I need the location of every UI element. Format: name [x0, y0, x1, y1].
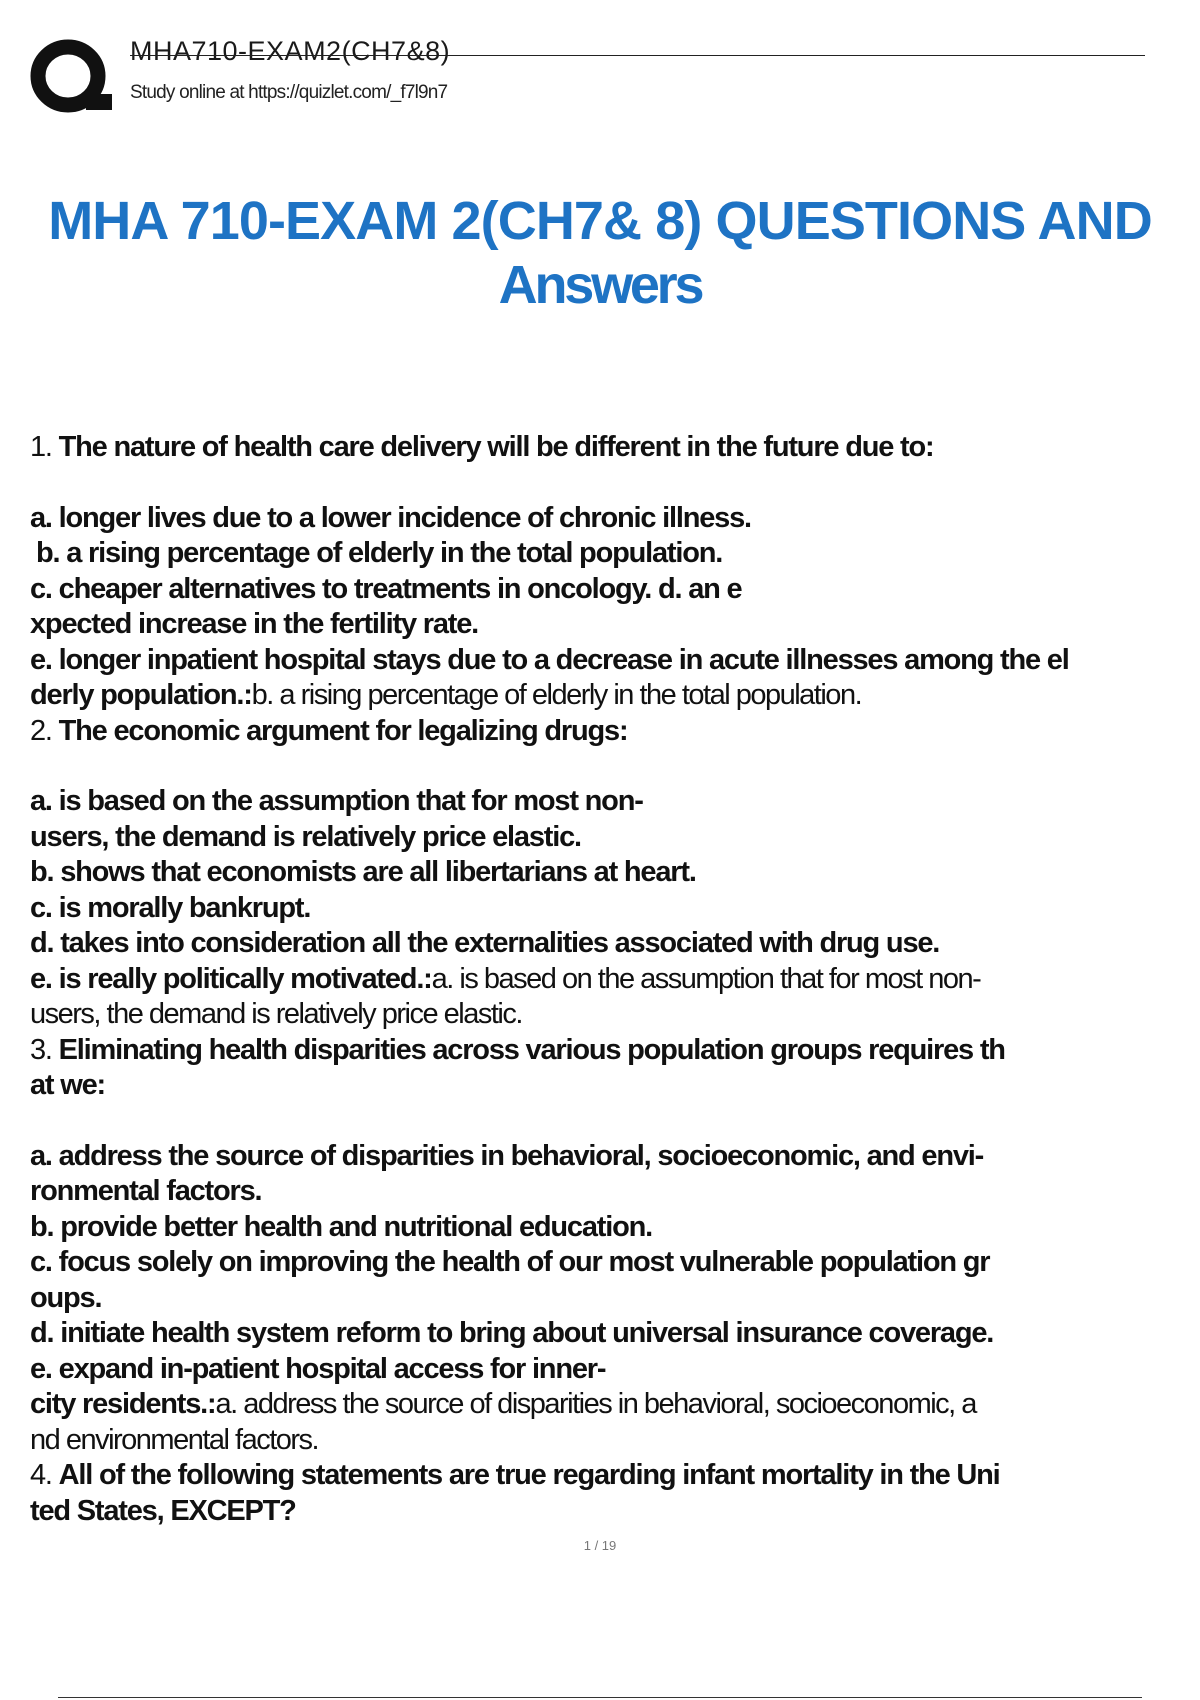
- option-line: b. shows that economists are all libertarians at heart.: [30, 856, 696, 888]
- question-1: [30, 430, 1180, 714]
- answer-text: a. is based on the assumption that for most non-: [431, 962, 981, 995]
- option-line: e. expand in-patient hospital access for inner-: [30, 1352, 606, 1385]
- spacer: [30, 1104, 1180, 1139]
- document-title-line2: Answers: [498, 254, 702, 315]
- question-prompt: 1. The nature of health care delivery will be different in the future due to:: [30, 431, 934, 463]
- option-line: a. longer lives due to a lower incidence of chronic illness.: [30, 501, 751, 534]
- answer-text: a. address the source of disparities in behavioral, socioeconomic, a: [215, 1388, 976, 1420]
- spacer: [30, 749, 1180, 784]
- option-line: derly population.:b. a rising percentage of elderly in the total population.: [30, 679, 862, 711]
- option-line: e. is really politically motivated.:a. is based on the assumption that for most non-: [30, 962, 981, 995]
- option-line: e. longer inpatient hospital stays due to a decrease in acute illnesses among the el: [30, 643, 1069, 676]
- question-prompt: 2. The economic argument for legalizing drugs:: [30, 714, 628, 747]
- question-prompt: 4. All of the following statements are true regarding infant mortality in the Uni: [30, 1459, 1000, 1491]
- option-line: c. cheaper alternatives to treatments in oncology. d. an e: [30, 572, 742, 605]
- answer-text: b. a rising percentage of elderly in the total population.: [251, 679, 862, 711]
- option-line: b. provide better health and nutritional education.: [30, 1210, 652, 1243]
- question-list: [30, 430, 1180, 1529]
- question-prompt-continued: ted States, EXCEPT?: [30, 1494, 296, 1527]
- option-line: city residents.:a. address the source of disparities in behavioral, socioeconomic, a: [30, 1388, 976, 1420]
- question-prompt: 3. Eliminating health disparities across various population groups requires th: [30, 1033, 1005, 1066]
- document-title-line1: MHA 710-EXAM 2(CH7& 8) QUESTIONS AND: [48, 191, 1152, 251]
- option-line: c. is morally bankrupt.: [30, 891, 311, 924]
- option-line: oups.: [30, 1281, 102, 1314]
- option-line: xpected increase in the fertility rate.: [30, 608, 478, 640]
- question-4: [30, 1458, 1180, 1529]
- quizlet-logo-icon: [30, 38, 112, 114]
- answer-text: nd environmental factors.: [30, 1423, 319, 1456]
- option-line: a. is based on the assumption that for most non-: [30, 785, 643, 817]
- option-line: users, the demand is relatively price elastic.: [30, 820, 581, 853]
- option-line: d. initiate health system reform to bring about universal insurance coverage.: [30, 1317, 994, 1349]
- header-title: MHA710-EXAM2(CH7&8): [130, 36, 451, 66]
- option-line: d. takes into consideration all the externalities associated with drug use.: [30, 927, 940, 959]
- page-header: [30, 34, 1145, 114]
- option-line: c. focus solely on improving the health of our most vulnerable population gr: [30, 1246, 990, 1278]
- option-line: ronmental factors.: [30, 1175, 262, 1207]
- question-2: [30, 714, 1180, 1033]
- spacer: [30, 466, 1180, 501]
- page-number: 1 / 19: [583, 1538, 617, 1553]
- header-rule: [130, 55, 1145, 56]
- question-3: [30, 1033, 1180, 1459]
- footer-rule: [58, 1697, 1142, 1698]
- answer-text: users, the demand is relatively price elastic.: [30, 998, 522, 1030]
- option-line: a. address the source of disparities in behavioral, socioeconomic, and envi-: [30, 1139, 984, 1172]
- document-title: [0, 190, 1200, 317]
- question-prompt-continued: at we:: [30, 1069, 105, 1101]
- option-line: b. a rising percentage of elderly in the total population.: [36, 537, 723, 569]
- header-subtitle: Study online at https://quizlet.com/_f7l9n7: [130, 82, 448, 103]
